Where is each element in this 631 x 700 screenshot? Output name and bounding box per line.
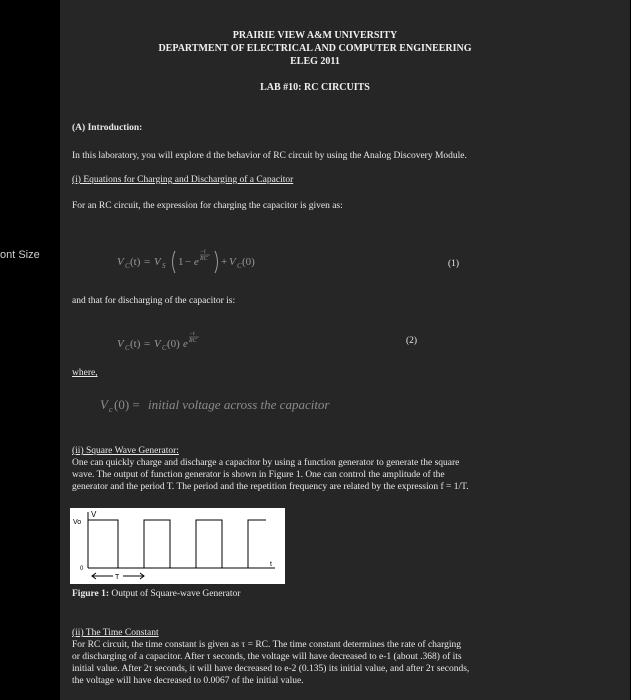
svg-text:RC: RC [189, 338, 197, 344]
svg-text:S: S [162, 262, 166, 270]
figure-1-caption [72, 589, 240, 599]
svg-text:C: C [125, 262, 130, 270]
svg-text:(t): (t) [130, 256, 141, 268]
svg-text:−t: −t [200, 249, 206, 255]
equation-2-text [115, 325, 126, 326]
square-wave-line-2: wave. The output of function generator is shown in Figure 1. One can control the amplitude of the [72, 470, 445, 480]
font-size-side-label: ont Size [0, 249, 40, 261]
time-constant-line-1: For RC circuit, the time constant is given as τ = RC. The time constant determines the rate of charging [72, 640, 462, 650]
svg-text:(0) =: (0) = [114, 397, 140, 412]
time-constant-line-2: or discharging of a capacitor. After τ seconds, the voltage will have decreased to e-1 (about .368) of its [72, 652, 462, 662]
university-title: PRAIRIE VIEW A&M UNIVERSITY [232, 30, 398, 41]
figure-y-label: V [91, 510, 97, 519]
svg-text:initial voltage across the cap: initial voltage across the capacitor [148, 397, 330, 412]
svg-text:C: C [162, 344, 167, 352]
svg-text:C: C [237, 262, 242, 270]
svg-text:e: e [194, 256, 199, 268]
intro-text: In this laboratory, you will explore d the behavior of RC circuit by using the Analog Discovery Module. [72, 151, 467, 161]
svg-text:V: V [117, 256, 124, 268]
lab-title: LAB #10: RC CIRCUITS [260, 82, 370, 93]
section-time-constant-title: (ii) The Time Constant [72, 628, 159, 638]
svg-text:RC: RC [200, 256, 208, 262]
svg-text:−t: −t [189, 331, 195, 337]
equation-1 [115, 243, 315, 279]
svg-text:V: V [154, 338, 161, 350]
svg-text:(0): (0) [167, 338, 180, 350]
figure-x-label: t [270, 561, 272, 568]
figure-zero-label: 0 [80, 566, 84, 572]
figure-1-caption-text: Output of Square-wave Generator [111, 589, 241, 599]
svg-text:+: + [221, 256, 228, 268]
svg-text:V: V [100, 397, 108, 412]
charging-text: For an RC circuit, the expression for charging the capacitor is given as: [72, 201, 343, 211]
svg-text:(t): (t) [130, 338, 141, 350]
svg-text:1: 1 [178, 256, 184, 268]
course-code: ELEG 2011 [290, 56, 340, 67]
document-page [60, 0, 630, 700]
svg-text:V: V [117, 338, 124, 350]
equation-1-text [115, 243, 130, 244]
svg-text:(0): (0) [242, 256, 255, 268]
figure-1-caption-label: Figure 1: [72, 589, 110, 599]
where-label: where, [72, 368, 98, 378]
intro-heading: (A) Introduction: [72, 123, 143, 133]
equation-2 [115, 325, 275, 359]
section-equations-title: (i) Equations for Charging and Discharging of a Capacitor [72, 175, 294, 185]
svg-text:V: V [154, 256, 161, 268]
square-wave-line-1: One can quickly charge and discharge a capacitor by using a function generator to generate the square [72, 458, 460, 468]
svg-text:e: e [183, 338, 188, 350]
svg-text:=: = [144, 256, 151, 268]
svg-text:c: c [109, 405, 113, 414]
square-wave-figure [70, 508, 285, 584]
time-constant-line-4: the voltage will have decreased to 0.0067 of the initial value. [72, 676, 304, 686]
figure-vo-label: Vo [73, 519, 82, 526]
equation-2-number: (2) [406, 336, 418, 346]
initial-voltage-text [98, 394, 115, 395]
equation-1-number: (1) [448, 259, 460, 269]
svg-text:=: = [144, 338, 151, 350]
svg-text:−: − [185, 256, 192, 268]
figure-period-label: T [115, 574, 120, 581]
discharging-text: and that for discharging of the capacitor is: [72, 296, 236, 306]
square-wave-line-3: generator and the period T. The period and the repetition frequency are related by the expression f = 1/T. [72, 482, 469, 492]
time-constant-line-3: initial value. After 2τ seconds, it will have decreased to e-2 (0.135) its initial value, and after 2τ seconds, [72, 664, 470, 674]
section-square-wave-title: (ii) Square Wave Generator: [72, 446, 179, 456]
svg-text:V: V [229, 256, 236, 268]
svg-text:C: C [125, 344, 130, 352]
initial-voltage-equation [98, 394, 398, 414]
department-title: DEPARTMENT OF ELECTRICAL AND COMPUTER ENGINEERING [158, 43, 472, 54]
